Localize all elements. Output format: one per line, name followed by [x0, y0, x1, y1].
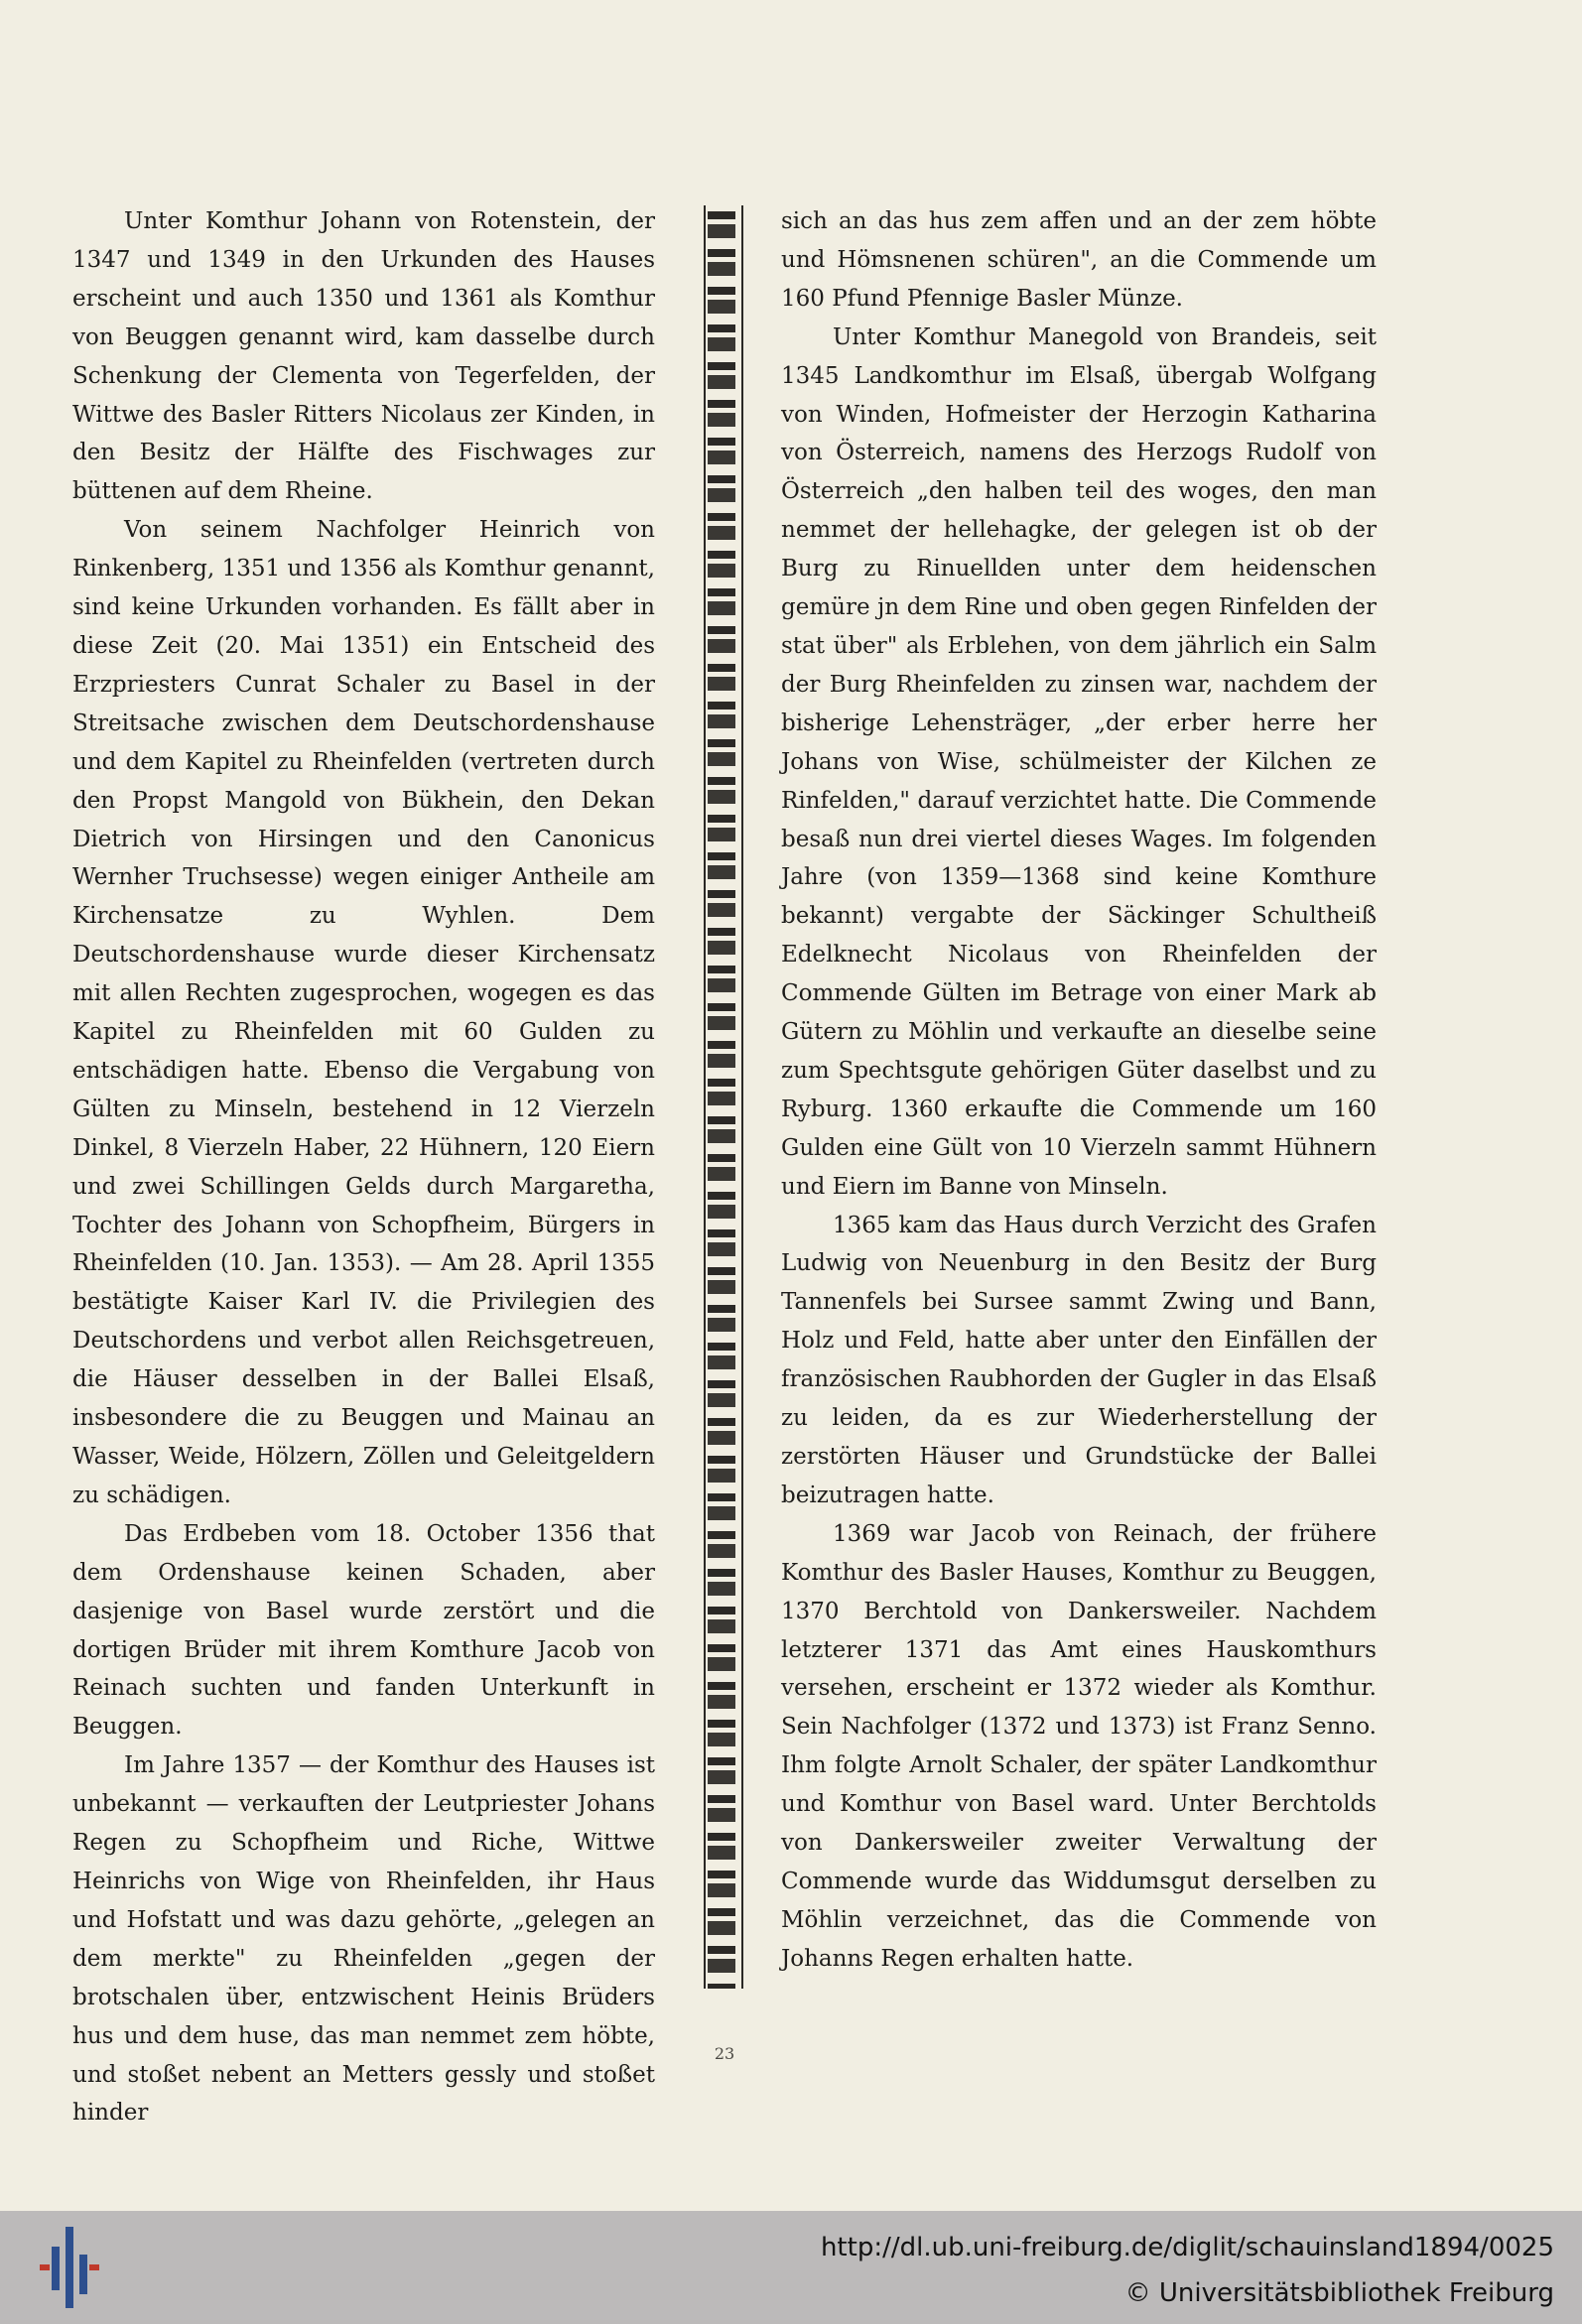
paragraph: Von seinem Nachfolger Heinrich von Rinkenberg, 1351 und 1356 als Komthur genannt, sind keine Urkunden vorhanden. Es fällt aber in diese Zeit (20. Mai 1351) ein Entscheid des Erzpriesters Cunrat Schaler zu Basel in der Streitsache zwischen dem Deutschordenshause und dem Kapitel zu Rheinfelden (vertreten durch den Propst Mangold von Bükhein, den Dekan Dietrich von Hirsingen und den Canonicus Wernher Truchsesse) wegen einiger Antheile am Kirchensatze zu Wyhlen. Dem Deutschordenshause wurde dieser Kirchensatz mit allen Rechten zugesprochen, wogegen es das Kapitel zu Rheinfelden mit 60 Gulden zu entschädigen hatte. Ebenso die Vergabung von Gülten zu Minseln, bestehend in 12 Vierzeln Dinkel, 8 Vierzeln Haber, 22 Hühnern, 120 Eiern und zwei Schillingen Gelds durch Margaretha, Tochter des Johann von Schopfheim, Bürgers in Rheinfelden (10. Jan. 1353). — Am 28. April 1355 bestätigte Kaiser Karl IV. die Privilegien des Deutschordens und verbot allen Reichsgetreuen, die Häuser desselben in der Ballei Elsaß, insbesondere die zu Beuggen und Mainau an Wasser, Weide, Hölzern, Zöllen und Geleitgeldern zu schädigen.	[72, 517, 655, 1508]
source-url-link[interactable]: http://dl.ub.uni-freiburg.de/diglit/schauinsland1894/0025	[820, 2233, 1554, 2262]
library-logo-icon	[40, 2227, 99, 2308]
left-text-column	[72, 202, 655, 2132]
footer-bar	[0, 2211, 1582, 2324]
copyright-text: © Universitätsbibliothek Freiburg	[1124, 2278, 1554, 2308]
paragraph: Das Erdbeben vom 18. October 1356 that dem Ordenshause keinen Schaden, aber dasjenige von Basel wurde zerstört und die dortigen Brüder mit ihrem Komthure Jacob von Reinach suchten und fanden Unterkunft in Beuggen.	[72, 1520, 655, 1741]
paragraph: Unter Komthur Johann von Rotenstein, der 1347 und 1349 in den Urkunden des Hauses erscheint und auch 1350 und 1361 als Komthur von Beuggen genannt wird, kam dasselbe durch Schenkung der Clementa von Tegerfelden, der Wittwe des Basler Ritters Nicolaus zer Kinden, in den Besitz der Hälfte des Fischwages zur büttenen auf dem Rheine.	[72, 208, 655, 505]
right-text-column	[781, 202, 1377, 1979]
paragraph: sich an das hus zem affen und an der zem höbte und Hömsnenen schüren", an die Commende um 160 Pfund Pfennige Basler Münze.	[781, 208, 1377, 312]
paragraph: 1369 war Jacob von Reinach, der frühere Komthur des Basler Hauses, Komthur zu Beuggen, 1370 Berchtold von Dankersweiler. Nachdem letzterer 1371 das Amt eines Hauskomthurs versehen, erscheint er 1372 wieder als Komthur. Sein Nachfolger (1372 und 1373) ist Franz Senno. Ihm folgte Arnolt Schaler, der später Landkomthur und Komthur von Basel ward. Unter Berchtolds von Dankersweiler zweiter Verwaltung der Commende wurde das Widdumsgut derselben zu Möhlin verzeichnet, das die Commende von Johanns Regen erhalten hatte.	[781, 1520, 1377, 1972]
paragraph: 1365 kam das Haus durch Verzicht des Grafen Ludwig von Neuenburg in den Besitz der Burg Tannenfels bei Sursee sammt Zwing und Bann, Holz und Feld, hatte aber unter den Einfällen der französischen Raubhorden der Gugler in das Elsaß zu leiden, da es zur Wiederherstellung der zerstörten Häuser und Grundstücke der Ballei beizutragen hatte.	[781, 1212, 1377, 1508]
page-number: 23	[714, 2044, 735, 2063]
decorative-ornament-border	[704, 205, 743, 1989]
paragraph: Im Jahre 1357 — der Komthur des Hauses ist unbekannt — verkauften der Leutpriester Johans Regen zu Schopfheim und Riche, Wittwe Heinrichs von Wige von Rheinfelden, ihr Haus und Hofstatt und was dazu gehörte, „gelegen an dem merkte" zu Rheinfelden „gegen der brotschalen über, entzwischent Heinis Brüders hus und dem huse, das man nemmet zem höbte, und stoßet nebent an Metters gessly und stoßet hinder	[72, 1752, 655, 2127]
paragraph: Unter Komthur Manegold von Brandeis, seit 1345 Landkomthur im Elsaß, übergab Wolfgang von Winden, Hofmeister der Herzogin Katharina von Österreich, namens des Herzogs Rudolf von Österreich „den halben teil des woges, den man nemmet der hellehagke, der gelegen ist ob der Burg zu Rinuellden unter dem heidenschen gemüre jn dem Rine und oben gegen Rinfelden der stat über" als Erblehen, von dem jährlich ein Salm der Burg Rheinfelden zu zinsen war, nachdem der bisherige Lehensträger, „der erber herre her Johans von Wise, schülmeister der Kilchen ze Rinfelden," darauf verzichtet hatte. Die Commende besaß nun drei viertel dieses Wages. Im folgenden Jahre (von 1359—1368 sind keine Komthure bekannt) vergabte der Säckinger Schultheiß Edelknecht Nicolaus von Rheinfelden der Commende Gülten im Betrage von einer Mark ab Gütern zu Möhlin und verkaufte an dieselbe seine zum Spechtsgute gehörigen Güter daselbst und zu Ryburg. 1360 erkaufte die Commende um 160 Gulden eine Gült von 10 Vierzeln sammt Hühnern und Eiern im Banne von Minseln.	[781, 323, 1377, 1200]
